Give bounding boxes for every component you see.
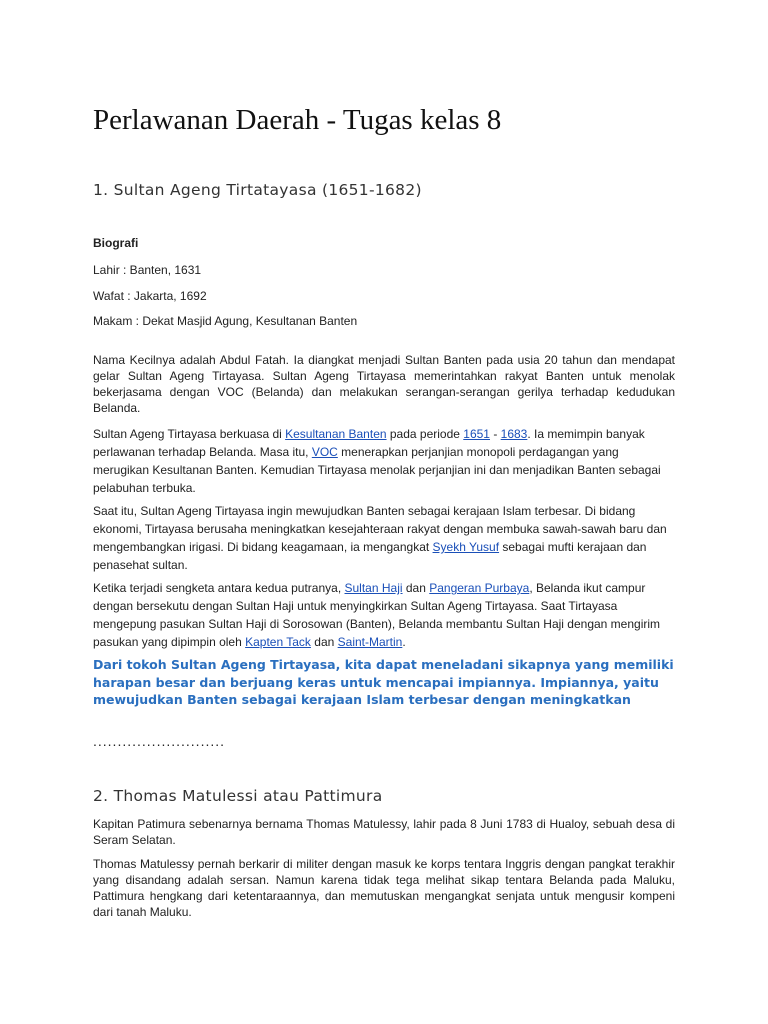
text: . bbox=[402, 635, 406, 649]
section-2-paragraph-1: Kapitan Patimura sebenarnya bernama Thomas Matulessy, lahir pada 8 Juni 1783 di Hualoy, sebuah desa di Seram Selatan. bbox=[93, 817, 675, 847]
text: menerapkan perjanjian monopoli perdagangan yang merugikan Kesultanan Banten. Kemudian Tirtayasa menolak perjanjian ini dan menjadikan Banten sebagai pelabuhan terbuka. bbox=[93, 445, 661, 495]
link-kapten-tack[interactable]: Kapten Tack bbox=[245, 635, 311, 649]
birth-line: Lahir : Banten, 1631 bbox=[93, 263, 202, 277]
section-1-heading: 1. Sultan Ageng Tirtatayasa (1651-1682) bbox=[93, 181, 422, 199]
text: , Belanda ikut campur dengan bersekutu dengan Sultan Haji untuk menyingkirkan Sultan Ageng Tirtayasa. Saat Tirtayasa mengepung pasukan Sultan Haji di Sorosowan (Banten), Belanda membantu Sultan Haji dengan mengirim pasukan yang dipimpin oleh bbox=[93, 581, 661, 649]
link-sultan-haji[interactable]: Sultan Haji bbox=[344, 581, 403, 595]
paragraph-3 bbox=[93, 502, 675, 574]
text: pada periode bbox=[386, 427, 464, 441]
section-2-heading: 2. Thomas Matulessi atau Pattimura bbox=[93, 787, 383, 805]
text: - bbox=[489, 427, 501, 441]
text: dan bbox=[402, 581, 430, 595]
lesson-highlight: Dari tokoh Sultan Ageng Tirtayasa, kita dapat meneladani sikapnya yang memiliki harapan besar dan berjuang keras untuk mencapai impiannya. Impiannya, yaitu mewujudkan Banten sebagai kerajaan Islam terbesar dengan meningkatkan bbox=[93, 657, 674, 707]
biography-label: Biografi bbox=[93, 236, 139, 250]
paragraph-2 bbox=[93, 425, 675, 497]
link-syekh-yusuf[interactable]: Syekh Yusuf bbox=[432, 540, 500, 554]
tomb-line: Makam : Dekat Masjid Agung, Kesultanan Banten bbox=[93, 314, 358, 328]
text: Ketika terjadi sengketa antara kedua putranya, bbox=[93, 581, 345, 595]
text: . Ia memimpin banyak perlawanan terhadap Belanda. Masa itu, bbox=[93, 427, 645, 459]
paragraph-1: Nama Kecilnya adalah Abdul Fatah. Ia diangkat menjadi Sultan Banten pada usia 20 tahun dan mendapat gelar Sultan Ageng Tirtayasa. Sultan Ageng Tirtayasa memerintahkan rakyat Banten untuk menolak bekerjasama dengan VOC (Belanda) dan melakukan serangan-serangan gerilya terhadap kedudukan Belanda. bbox=[93, 353, 675, 415]
text: sebagai mufti kerajaan dan penasehat sultan. bbox=[93, 540, 647, 572]
death-line: Wafat : Jakarta, 1692 bbox=[93, 289, 207, 303]
link-1683[interactable]: 1683 bbox=[500, 427, 528, 441]
link-1651[interactable]: 1651 bbox=[463, 427, 490, 441]
section-2-paragraph-2: Thomas Matulessy pernah berkarir di militer dengan masuk ke korps tentara Inggris dengan pangkat terakhir yang disandang adalah sersan. Namun karena tidak tega melihat sikap tentara Belanda pada Maluku, Pattimura hengkang dari ketentaraannya, dan memutuskan mengangkat senjata untuk mengusir kompeni dari tanah Maluku. bbox=[93, 857, 675, 919]
paragraph-4 bbox=[93, 579, 675, 651]
ellipsis-divider: ........................... bbox=[93, 733, 226, 749]
page-title: Perlawanan Daerah - Tugas kelas 8 bbox=[93, 104, 502, 136]
link-voc[interactable]: VOC bbox=[311, 445, 338, 459]
link-pangeran-purbaya[interactable]: Pangeran Purbaya bbox=[429, 581, 530, 595]
text: Sultan Ageng Tirtayasa berkuasa di bbox=[93, 427, 286, 441]
link-saint-martin[interactable]: Saint-Martin bbox=[337, 635, 403, 649]
text: Saat itu, Sultan Ageng Tirtayasa ingin mewujudkan Banten sebagai kerajaan Islam terbesar. Di bidang ekonomi, Tirtayasa berusaha meningkatkan kesejahteraan rakyat dengan membuka sawah-sawah baru dan mengembangkan irigasi. Di bidang keagamaan, ia mengangkat bbox=[93, 504, 667, 554]
text: dan bbox=[310, 635, 338, 649]
link-kesultanan-banten[interactable]: Kesultanan Banten bbox=[285, 427, 387, 441]
